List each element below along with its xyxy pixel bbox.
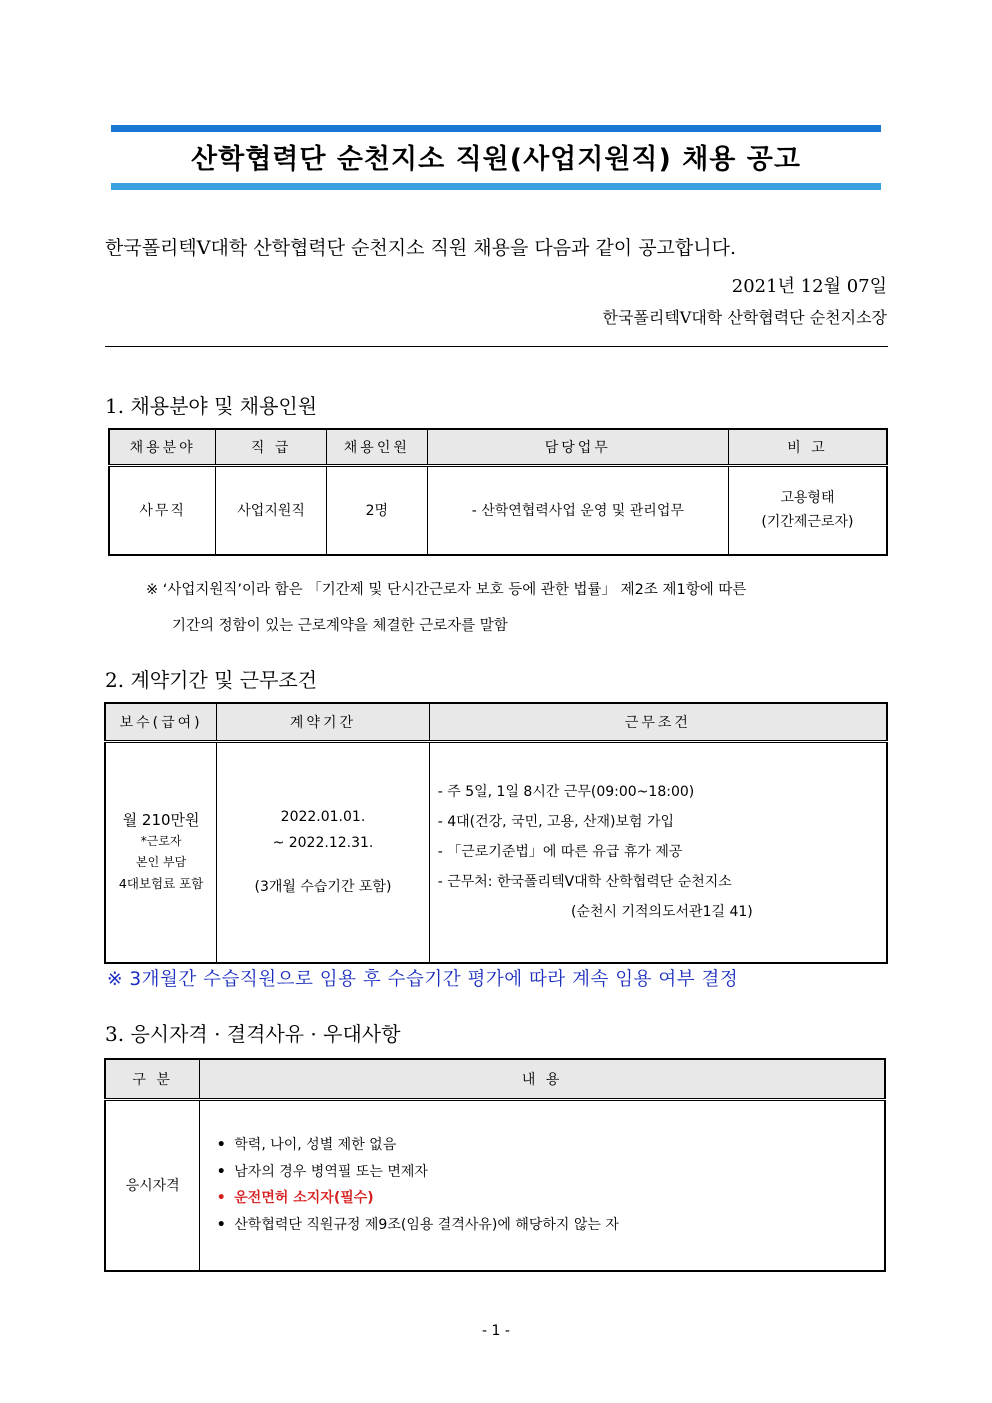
workplace-address: (순천시 기적의도서관1길 41) — [570, 904, 753, 921]
condition-item: - 4대(건강, 국민, 고용, 산재)보험 가입 — [437, 814, 675, 831]
qualification-list — [200, 1132, 884, 1238]
qualification-table — [104, 1058, 886, 1272]
divider — [105, 346, 888, 347]
page-title: 산학협력단 순천지소 직원(사업지원직) 채용 공고 — [191, 144, 801, 175]
title-bar-bottom — [111, 183, 881, 190]
field-cell: 사무직 — [109, 465, 216, 555]
table-row — [109, 465, 887, 555]
header-field: 채용분야 — [109, 429, 216, 465]
employment-type-value: (기간제근로자) — [761, 514, 854, 531]
header-grade: 직 급 — [216, 429, 327, 465]
period-end: ~ 2022.12.31. — [272, 835, 374, 852]
header-conditions: 근무조건 — [429, 703, 887, 741]
issuer: 한국폴리텍V대학 산학협력단 순천지소장 — [602, 308, 887, 327]
intro-text: 한국폴리텍V대학 산학협력단 순천지소 직원 채용을 다음과 같이 공고합니다. — [105, 237, 737, 259]
table-header-row — [105, 1059, 885, 1099]
salary-amount: 월 210만원 — [122, 811, 200, 830]
period-start: 2022.01.01. — [280, 809, 366, 826]
employment-type-label: 고용형태 — [780, 490, 835, 507]
header-content: 내 용 — [200, 1059, 885, 1099]
duty-cell: - 산학연협력사업 운영 및 관리업무 — [427, 465, 728, 555]
probation-note: ※ 3개월간 수습직원으로 임용 후 수습기간 평가에 따라 계속 임용 여부 결정 — [107, 969, 739, 990]
note-cell — [728, 465, 887, 555]
header-duty: 담당업무 — [427, 429, 728, 465]
header-salary: 보수(급여) — [105, 703, 217, 741]
list-item: • 학력, 나이, 성별 제한 없음 — [208, 1132, 884, 1159]
header-count: 채용인원 — [326, 429, 427, 465]
list-item: • 산학협력단 직원규정 제9조(임용 결격사유)에 해당하지 않는 자 — [208, 1212, 884, 1239]
table-header-row — [105, 703, 887, 741]
section1-title: 1. 채용분야 및 채용인원 — [105, 394, 318, 418]
category-cell: 응시자격 — [105, 1099, 200, 1271]
header-period: 계약기간 — [217, 703, 430, 741]
salary-cell — [105, 741, 217, 963]
condition-item: - 주 5일, 1일 8시간 근무(09:00~18:00) — [437, 784, 695, 801]
list-item-required: • 운전면허 소지자(필수) — [208, 1185, 884, 1212]
section3-title: 3. 응시자격 · 결격사유 · 우대사항 — [105, 1022, 401, 1046]
salary-note2: 본인 부담 — [136, 855, 187, 870]
conditions-cell — [429, 741, 887, 963]
grade-cell: 사업지원직 — [216, 465, 327, 555]
section2-title: 2. 계약기간 및 근무조건 — [105, 668, 318, 692]
page-number: - 1 - — [482, 1323, 510, 1339]
table-header-row — [109, 429, 887, 465]
footnote-line1: ※ ‘사업지원직’이라 함은 「기간제 및 단시간근로자 보호 등에 관한 법률」 제2조 제1항에 따른 — [146, 582, 747, 598]
salary-note3: 4대보험료 포함 — [118, 876, 204, 892]
announcement-date: 2021년 12월 07일 — [731, 276, 887, 297]
recruitment-table — [108, 428, 888, 556]
title-banner — [111, 125, 881, 191]
period-note: (3개월 수습기간 포함) — [254, 879, 392, 896]
table-row — [105, 741, 887, 963]
header-category: 구 분 — [105, 1059, 200, 1099]
content-cell — [200, 1099, 885, 1271]
condition-item: - 근무처: 한국폴리텍V대학 산학협력단 순천지소 — [437, 874, 732, 891]
condition-item: - 「근로기준법」에 따른 유급 휴가 제공 — [437, 844, 683, 861]
contract-table — [104, 702, 888, 964]
footnote-line2: 기간의 정함이 있는 근로계약을 체결한 근로자를 말함 — [172, 618, 508, 634]
header-note: 비 고 — [728, 429, 887, 465]
period-cell — [217, 741, 430, 963]
count-cell: 2명 — [326, 465, 427, 555]
list-item: • 남자의 경우 병역필 또는 면제자 — [208, 1159, 884, 1186]
title-bar-top — [111, 125, 881, 132]
table-row — [105, 1099, 885, 1271]
salary-note1: *근로자 — [140, 834, 182, 849]
